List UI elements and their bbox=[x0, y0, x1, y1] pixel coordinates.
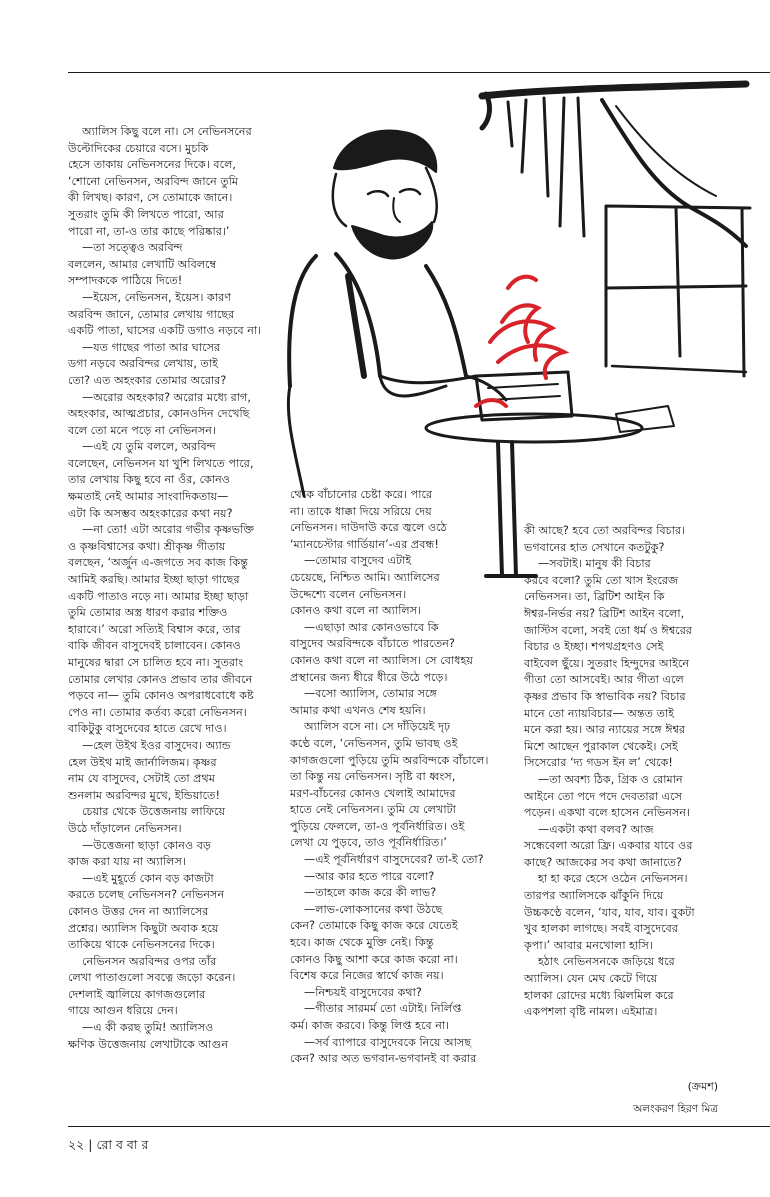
paragraph: —সবটাই। মানুষ কী বিচার করবে বলো? তুমি তো খাস ইংরেজ নেভিনসন। তা, ব্রিটিশ আইন কি ঈশ্বর-নির্ভর নয়? ব্রিটিশ আইন বলো, জাস্টিস বলো, সবই তো ধর্ম ও ঈশ্বরের বিচার ও ইচ্ছা। শপথগ্রহণও সেই বাইবেল ছুঁয়ে। সুতরাং হিন্দুদের আইনে গীতা তো আসবেই। আর গীতা এলে কৃষ্ণর প্রভাব কি স্বাভাবিক নয়? বিচার মানে তো ন্যায়বিচার— অন্তত তাই মনে করা হয়। আর ন্যায়ের সঙ্গে ঈশ্বর মিশে আছেন পুরাকাল থেকেই। সেই সিসেরোর ‘দ্য গডস ইন ল’ থেকে! bbox=[524, 557, 693, 770]
top-rule bbox=[68, 72, 770, 73]
footer-divider: | bbox=[84, 1137, 97, 1152]
paragraph: —তা অবশ্য ঠিক, গ্রিক ও রোমান আইনে তো পদে পদে দেবতারা এসে পড়েন। একথা বলে হাসেন নেভিনসন। bbox=[524, 772, 691, 820]
paragraph: থেকে বাঁচানোর চেষ্টা করে। পারে না। তাকে ধাক্কা দিয়ে সরিয়ে দেয় নেভিনসন। দাউদাউ করে জ্বলে ওঠে ‘ম্যানচেস্টার গার্ডিয়ান’-এর প্রবন্ধ! bbox=[290, 488, 447, 551]
paragraph: —সর্ব ব্যাপারে বাসুদেবকে নিয়ে আসছ কেন? আর অত ভগবান-ভগবানই বা করার bbox=[290, 1035, 477, 1066]
paragraph: —ইয়েস, নেভিনসন, ইয়েস। কারণ অরবিন্দ জানে, তোমার লেখায় গাছের একটি পাতা, ঘাসের একটি ডগাও নড়বে না। bbox=[68, 290, 262, 338]
paragraph: —নিশ্চয়ই বাসুদেবের কথা? bbox=[304, 985, 422, 999]
paragraph: অ্যালিস কিছু বলে না। সে নেভিনসনের উল্টোদিকের চেয়ারে বসে। মুচকি হেসে তাকায় নেভিনসনের দিকে। বলে, ‘শোনো নেভিনসন, অরবিন্দ জানে তুমি কী লিখছ। কারণ, সে তোমাকে জানে। সুতরাং তুমি কী লিখতে পারো, আর পারো না, তা-ও তার কাছে পরিষ্কার।’ bbox=[68, 125, 252, 238]
paragraph: হঠাৎ নেভিনসনকে জড়িয়ে ধরে অ্যালিস। যেন মেঘ কেটে গিয়ে হালকা রোদের মধ্যে ঝিলমিল করে একপশলা বৃষ্টি নামল। এইমাত্র। bbox=[524, 955, 675, 1019]
paragraph: —লাভ-লোকসানের কথা উঠছে কেন? তোমাকে কিছু কাজ করে যেতেই হবে। কাজ থেকে মুক্তি নেই। কিন্তু কোনও কিছু আশা করে কাজ করো না। বিশেষ করে নিজের স্বার্থে কাজ নয়। bbox=[290, 902, 458, 983]
text-column-3 bbox=[524, 523, 754, 1021]
paragraph: —উত্তেজনা ছাড়া কোনও বড় কাজ করা যায় না অ্যালিস। bbox=[68, 838, 211, 869]
paragraph: —তাহলে কাজ করে কী লাভ? bbox=[304, 886, 437, 900]
paragraph: কী আছে? হবে তো অরবিন্দর বিচার। ভগবানের হাত সেখানে কতটুকু? bbox=[524, 524, 686, 554]
bottom-rule bbox=[68, 1126, 770, 1127]
paragraph: চেয়ার থেকে উত্তেজনায় লাফিয়ে উঠে দাঁড়ালেন নেভিনসন। bbox=[68, 805, 226, 835]
paragraph: —এই যে তুমি বললে, অরবিন্দ বলেছেন, নেভিনসন যা খুশি লিখতে পারে, তার লেখায় কিছু হবে না ওঁর, কোনও ক্ষমতাই নেই আমার সাংবাদিকতায়— এটা কি অসম্ভব অহংকারের কথা নয়? bbox=[68, 440, 254, 520]
paragraph: —অরোর অহংকার? অরোর মধ্যে রাগ, অহংকার, আত্মপ্রচার, কোনওদিন দেখেছি বলে তো মনে পড়ে না নেভিনসন। bbox=[68, 390, 251, 437]
paragraph: —এই পূর্বনির্ধারণ বাসুদেবের? তা-ই তো? bbox=[304, 853, 484, 867]
paragraph: —এই মুহূর্তে কোন বড় কাজটা করতে চলেছ নেভিনসন? নেভিনসন কোনও উত্তর দেন না অ্যালিসের প্রশ্নের। অ্যালিস কিছুটা অবাক হয়ে তাকিয়ে থাকে নেভিনসনের দিকে। bbox=[68, 871, 225, 952]
paragraph: —গীতার সারমর্ম তো এটাই। নির্লিপ্ত কর্ম। কাজ করবে। কিন্তু লিপ্ত হবে না। bbox=[290, 1002, 462, 1032]
paragraph: —আর কার হতে পারে বলো? bbox=[304, 869, 435, 883]
paragraph: —তোমার বাসুদেব এটাই চেয়েছে, নিশ্চিত আমি। অ্যালিসের উদ্দেশ্যে বলেন নেভিনসন। কোনও কথা বলে না অ্যালিস। bbox=[290, 554, 440, 618]
paragraph: —তা সত্ত্বেও অরবিন্দ বললেন, আমার লেখাটি অবিলম্বে সম্পাদককে পাঠিয়ে দিতে! bbox=[68, 241, 217, 288]
page-number: ২২ bbox=[68, 1137, 85, 1152]
series-note: (ক্রমশ) bbox=[687, 1080, 718, 1093]
page-footer bbox=[68, 1137, 148, 1157]
paragraph: —বসো অ্যালিস, তোমার সঙ্গে আমার কথা এখনও শেষ হয়নি। bbox=[290, 687, 437, 717]
magazine-name: রো ব বা র bbox=[96, 1137, 149, 1152]
paragraph: নেভিনসন অরবিন্দর ওপর তাঁর লেখা পাতাগুলো সবত্নে জড়ো করেন। দেশলাই জ্বালিয়ে কাগজগুলোর গায়ে আগুন ধরিয়ে দেন। bbox=[68, 954, 236, 1018]
paragraph: —না তো! এটা অরোর গভীর কৃষ্ণভক্তি ও কৃষ্ণবিশ্বাসের কথা। শ্রীকৃষ্ণ গীতায় বলছেন, ‘অর্জুন এ-জগতে সব কাজ কিন্তু আমিই করছি। আমার ইচ্ছা ছাড়া গাছের একটি পাতাও নড়ে না। আমার ইচ্ছা ছাড়া তুমি তোমার অস্ত্র ধারণ করার শক্তিও হারাবে।’ অরো সত্যিই বিশ্বাস করে, তার বাকি জীবন বাসুদেবই চালাবেন। কোনও মানুষের দ্বারা সে চালিত হবে না। সুতরাং তোমার লেখার কোনও প্রভাব তার জীবনে পড়বে না— তুমি কোনও অপরাধবোধে কষ্ট পেও না। তোমার কর্তব্য করো নেভিনসন। বাকিটুকু বাসুদেবের হাতে রেখে দাও। bbox=[68, 523, 255, 736]
paragraph: হা হা করে হেসে ওঠেন নেভিনসন। তারপর অ্যালিসকে ঝাঁকুনি দিয়ে উচ্চকণ্ঠে বলেন, ‘যাব, যাব, যাব। বুকটা খুব হালকা লাগছে। সবই বাসুদেবের কৃপা।’ আবার মনখোলা হাসি। bbox=[524, 872, 695, 952]
paragraph: —একটা কথা বলব? আজ সন্ধেবেলা অরো ফ্রি। একবার যাবে ওর কাছে? আজকের সব কথা জানাতে? bbox=[524, 822, 693, 869]
paragraph: —এ কী করছ তুমি! অ্যালিসও ক্ষণিক উত্তেজনায় লেখাটাকে আগুন bbox=[68, 1021, 229, 1051]
paragraph: —যত গাছের পাতা আর ঘাসের ডগা নড়বে অরবিন্দর লেখায়, তাই তো? এত অহংকার তোমার অরোর? bbox=[68, 340, 227, 387]
text-column-2 bbox=[290, 487, 518, 1068]
paragraph: —এছাড়া আর কোনওভাবে কি বাসুদেব অরবিন্দকে বাঁচাতে পারতেন? কোনও কথা বলে না অ্যালিস। সে বোধহয় প্রস্থানের জন্য ধীরে ধীরে উঠে পড়ে। bbox=[290, 620, 473, 684]
illustration-credit: অলংকরণ হিরণ মিত্র bbox=[633, 1103, 718, 1115]
paragraph: অ্যালিস বসে না। সে দাঁড়িয়েই দৃঢ় কণ্ঠে বলে, ‘নেভিনসন, তুমি ভাবছ ওই কাগজগুলো পুড়িয়ে তুমি অরবিন্দকে বাঁচালে। তা কিন্তু নয় নেভিনসন। সৃষ্টি বা ধ্বংস, মরণ-বাঁচনের কোনও খেলাই আমাদের হাতে নেই নেভিনসন। তুমি যে লেখাটা পুড়িয়ে ফেললে, তা-ও পূর্বনির্ধারিত। ওই লেখা যে পুড়বে, তাও পূর্বনির্ধারিত।’ bbox=[290, 720, 489, 850]
text-column-1 bbox=[68, 124, 290, 1053]
paragraph: —হেল উইথ ইওর বাসুদেব। অ্যান্ড হেল উইথ মাই জার্নালিজম। কৃষ্ণর নাম যে বাসুদেব, সেটাই তো প্রথম শুনলাম অরবিন্দর মুখে, ইন্ডিয়াতে! bbox=[68, 738, 231, 802]
